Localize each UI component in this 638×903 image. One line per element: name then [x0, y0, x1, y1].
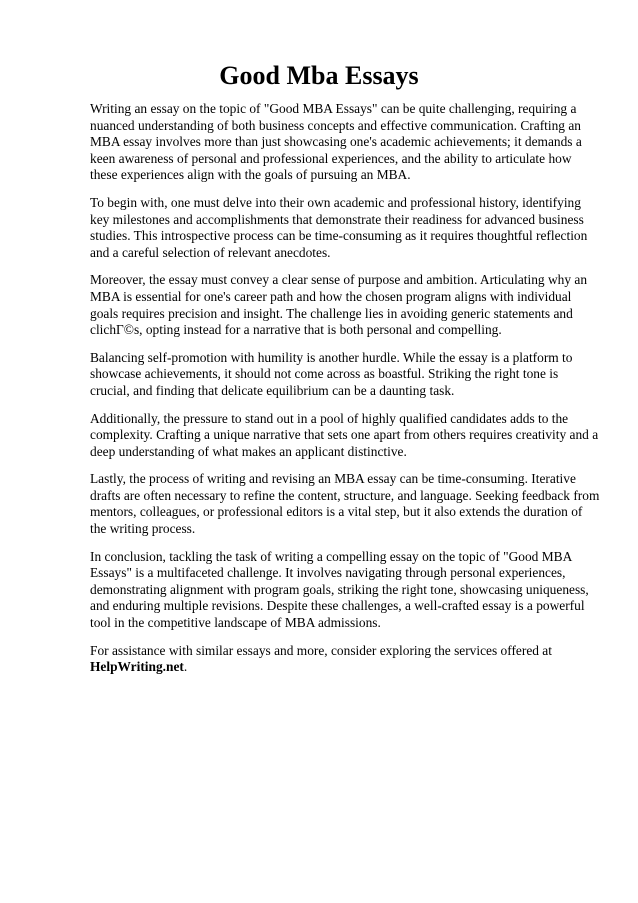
- closing-text: For assistance with similar essays and more, consider exploring the services offered at: [90, 642, 552, 658]
- paragraph-closing: [90, 643, 600, 676]
- paragraph-pressure: Additionally, the pressure to stand out in a pool of highly qualified candidates adds to the complexity. Crafting a unique narrative that sets one apart from others requires creativity and a deep understanding of what makes an applicant distinctive.: [90, 410, 599, 459]
- paragraph-purpose: Moreover, the essay must convey a clear sense of purpose and ambition. Articulating why an MBA is essential for one's career path and how the chosen program aligns with individual goals requires precision and insight. The challenge lies in avoiding generic statements and clichГ©s, opting instead for a narrative that is both personal and compelling.: [90, 272, 588, 338]
- paragraph-begin: To begin with, one must delve into their own academic and professional history, identifying key milestones and accomplishments that demonstrate their readiness for advanced business studies. This introspective process can be time-consuming as it requires thoughtful reflection and a careful selection of relevant anecdotes.: [90, 194, 588, 260]
- paragraph-conclusion: In conclusion, tackling the task of writing a compelling essay on the topic of "Good MBA Essays" is a multifaceted challenge. It involves navigating through personal experiences, demonstrating alignment with program goals, striking the right tone, showcasing uniqueness, and enduring multiple revisions. Despite these challenges, a well-crafted essay is a powerful tool in the competitive landscape of MBA admissions.: [90, 548, 589, 631]
- paragraph-revising: Lastly, the process of writing and revising an MBA essay can be time-consuming. Iterative drafts are often necessary to refine the content, structure, and language. Seeking feedback from mentors, colleagues, or professional editors is a vital step, but it also extends the duration of the writing process.: [90, 471, 600, 537]
- document-title: Good Mba Essays: [219, 61, 419, 90]
- paragraph-balance: Balancing self-promotion with humility is another hurdle. While the essay is a platform to showcase achievements, it should not come across as boastful. Striking the right tone is crucial, and finding that delicate equilibrium can be a daunting task.: [90, 349, 573, 398]
- paragraph-intro: Writing an essay on the topic of "Good MBA Essays" can be quite challenging, requiring a nuanced understanding of both business concepts and effective communication. Crafting an MBA essay involves more than just showcasing one's academic achievements; it demands a keen awareness of personal and professional experiences, and the ability to articulate how these experiences align with the goals of pursuing an MBA.: [90, 101, 582, 183]
- helpwriting-link[interactable]: HelpWriting.net: [90, 659, 184, 675]
- closing-suffix: .: [183, 659, 188, 675]
- document-body: [90, 101, 600, 687]
